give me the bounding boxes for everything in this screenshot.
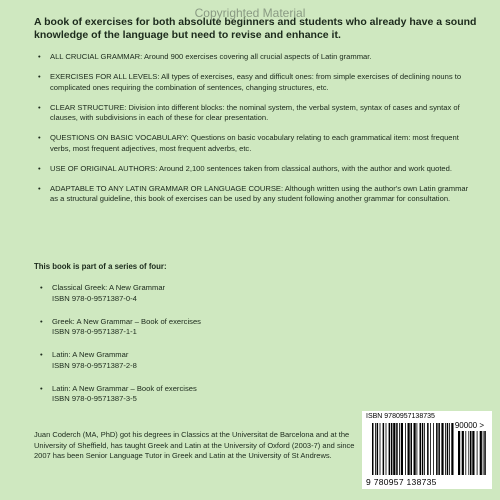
book-isbn: ISBN 978-0-9571387-0-4 — [52, 293, 137, 303]
series-book-item — [40, 316, 201, 338]
bullet-icon: • — [38, 163, 41, 173]
bullet-icon: • — [40, 316, 43, 326]
book-title: Latin: A New Grammar — [52, 350, 129, 359]
feature-item — [38, 133, 470, 154]
series-book-item — [40, 283, 201, 304]
feature-item — [38, 183, 470, 205]
barcode-digits: 9 780957 138735 — [366, 477, 437, 487]
feature-item — [38, 102, 470, 124]
series-list — [40, 283, 201, 417]
book-title: Greek: A New Grammar – Book of exercises — [52, 316, 201, 326]
bullet-icon: • — [40, 350, 43, 359]
bullet-icon: • — [38, 102, 41, 112]
book-isbn: ISBN 978-0-9571387-3-5 — [52, 394, 137, 403]
watermark: Copyrighted Material — [194, 6, 306, 20]
feature-text: Around 900 exercises covering all crucial aspects of Latin grammar. — [143, 52, 372, 61]
feature-item — [38, 52, 470, 63]
book-isbn: ISBN 978-0-9571387-2-8 — [52, 360, 137, 370]
bullet-icon: • — [38, 52, 41, 61]
barcode-addon: 90000 > — [454, 421, 484, 430]
feature-text: Questions on basic vocabulary relating to each grammatical item: most frequent verbs, most frequent adjectives, most frequent adverbs, etc. — [50, 133, 459, 153]
series-title: This book is part of a series of four: — [34, 262, 167, 271]
feature-heading: ADAPTABLE TO ANY LATIN GRAMMAR OR LANGUAGE COURSE: — [50, 183, 284, 193]
book-title: Latin: A New Grammar – Book of exercises — [52, 383, 197, 393]
series-book-item — [40, 383, 201, 405]
bullet-icon: • — [40, 383, 43, 393]
bullet-icon: • — [38, 72, 41, 81]
features-list — [38, 52, 470, 214]
feature-item — [38, 163, 470, 175]
series-book-item — [40, 350, 201, 371]
feature-item — [38, 72, 470, 93]
bullet-icon: • — [38, 133, 41, 142]
intro-paragraph: A book of exercises for both absolute beginners and students who already have a sound knowledge of the language but need to revise and enhance it. — [34, 16, 477, 41]
book-title: Classical Greek: A New Grammar — [52, 283, 166, 292]
feature-heading: QUESTIONS ON BASIC VOCABULARY: — [50, 133, 189, 142]
feature-text: Division into different blocks: the nominal system, the verbal system, syntax of cases and syntax of clauses, with subdivisions in each of these for clear presentation. — [50, 102, 460, 122]
barcode — [362, 411, 492, 489]
feature-text: All types of exercises, easy and difficult ones: from simple exercises of declining nouns to complicated ones requiring the combination of sentences, changing structures, etc. — [50, 72, 462, 92]
barcode-isbn-label: ISBN 9780957138735 — [366, 413, 435, 420]
feature-heading: ALL CRUCIAL GRAMMAR: — [50, 52, 143, 61]
feature-heading: CLEAR STRUCTURE: — [50, 102, 127, 112]
feature-text: Although written using the author's own Latin grammar as a structural guideline, this book of exercises can be used by any student following another grammar for consultation. — [50, 183, 469, 203]
author-bio: Juan Coderch (MA, PhD) got his degrees in Classics at the Universitat de Barcelona and at the University of Sheffield, has taught Greek and Latin at the University of Oxford (2003-7) and since 2007 has been Senior Language Tutor in Greek and Latin at the University of St Andrews. — [34, 430, 355, 460]
feature-heading: USE OF ORIGINAL AUTHORS: — [50, 163, 158, 173]
bullet-icon: • — [38, 183, 41, 193]
bullet-icon: • — [40, 283, 43, 292]
feature-heading: EXERCISES FOR ALL LEVELS: — [50, 72, 160, 81]
feature-text: Around 2,100 sentences taken from classical authors, with the author and work quoted. — [159, 163, 452, 173]
book-isbn: ISBN 978-0-9571387-1-1 — [52, 327, 137, 336]
